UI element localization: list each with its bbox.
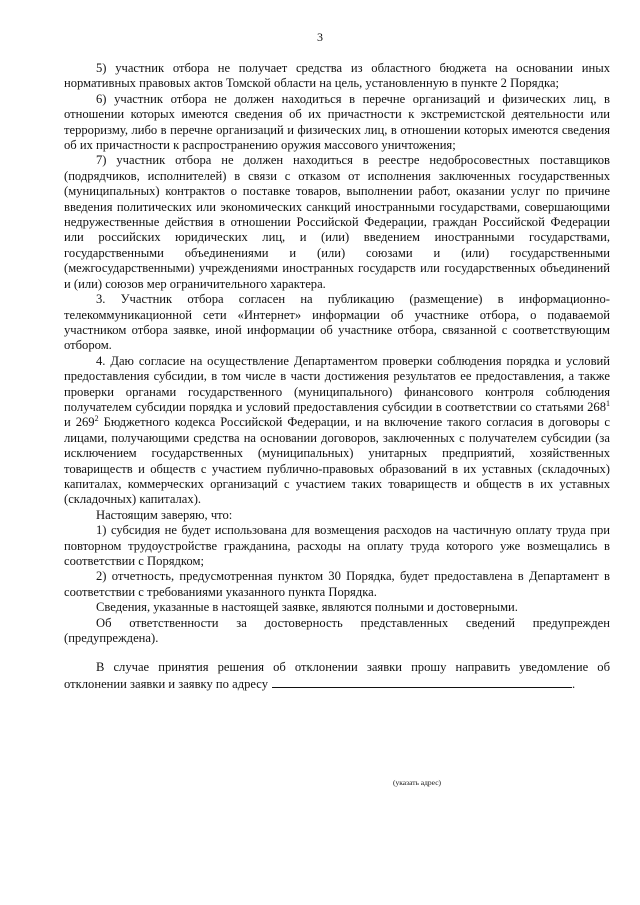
page-number: 3 bbox=[317, 30, 323, 44]
paragraph-responsibility: Об ответственности за достоверность представленных сведений предупрежден (предупреждена). bbox=[64, 615, 610, 646]
paragraph-assurance-2: 2) отчетность, предусмотренная пунктом 30 Порядка, будет предоставлена в Департамент в соответствии с требованиями указанного пункта Порядка. bbox=[64, 569, 610, 599]
paragraph-assurance: Настоящим заверяю, что: bbox=[96, 507, 233, 522]
address-blank-line[interactable] bbox=[272, 676, 572, 688]
paragraph-item-5: 5) участник отбора не получает средства из областного бюджета на основании иных нормативных правовых актов Томской области на цель, установленную в пункте 2 Порядка; bbox=[64, 61, 610, 91]
paragraph-clause-4 bbox=[64, 354, 610, 508]
superscript-1: 1 bbox=[606, 398, 610, 408]
document-body bbox=[64, 61, 610, 692]
paragraph-clause-3: 3. Участник отбора согласен на публикацию (размещение) в информационно-телекоммуникационной сети «Интернет» информации об участнике отбора, о подаваемой участником отбора заявке, иной информации об участнике отбора, связанной с соответствующим отбором. bbox=[64, 292, 610, 353]
clause-4-text-a: 4. Даю согласие на осуществление Департаментом проверки соблюдения порядка и условий предоставления субсидии, в том числе в части достижения результатов ее предоставления, а также проверки органами государственного (муниципального) финансового контроля соблюдения получателем субсидии порядка и условий предоставления субсидии в соответствии со статьями 268 bbox=[64, 353, 610, 414]
paragraph-info-complete: Сведения, указанные в настоящей заявке, являются полными и достоверными. bbox=[96, 600, 518, 615]
paragraph-item-6: 6) участник отбора не должен находиться в перечне организаций и физических лиц, в отношении которых имеются сведения об их причастности к экстремистской деятельности или терроризму, либо в перечне организаций и физических лиц, в отношении которых имеются сведения об их причастности к распространению оружия массового уничтожения; bbox=[64, 91, 610, 153]
address-hint: (указать адрес) bbox=[393, 778, 442, 787]
paragraph-rejection-notice bbox=[64, 660, 610, 692]
rejection-end: . bbox=[572, 676, 576, 691]
rejection-text: В случае принятия решения об отклонении заявки прошу направить уведомление об отклонении заявки и заявку по адресу bbox=[64, 660, 610, 691]
clause-4-text-c: Бюджетного кодекса Российской Федерации, и на включение такого согласия в договоры с лицами, получающими средства на основании договоров, заключенных с получателем субсидии (за исключением государственных (муниципальных) унитарных предприятий, хозяйственных товариществ и обществ с участием публично-правовых образований в их уставных (складочных) капиталах, коммерческих организаций с участием таких товариществ и обществ в их уставных (складочных) капиталах). bbox=[64, 415, 610, 507]
clause-4-text-b: и 269 bbox=[64, 415, 95, 430]
paragraph-item-7: 7) участник отбора не должен находиться в реестре недобросовестных поставщиков (подрядчиков, исполнителей) в связи с отказом от исполнения заключенных государственных (муниципальных) контрактов о поставке товаров, выполнении работ, оказании услуг по причине введения политических или экономических санкций иностранными государствами, совершающими недружественные действия в отношении Российской Федерации, граждан Российской Федерации или российских юридических лиц, и (или) введением иностранными государствами, государственными объединениями и (или) союзами и (или) государственными (межгосударственными) учреждениями иностранных государств или государственных объединений и (или) союзов мер ограничительного характера. bbox=[64, 153, 610, 291]
superscript-2: 2 bbox=[94, 414, 99, 424]
paragraph-assurance-1: 1) субсидия не будет использована для возмещения расходов на частичную оплату труда при повторном трудоустройстве гражданина, расходы на оплату труда которого уже возмещались в соответствии с Порядком; bbox=[64, 523, 610, 568]
